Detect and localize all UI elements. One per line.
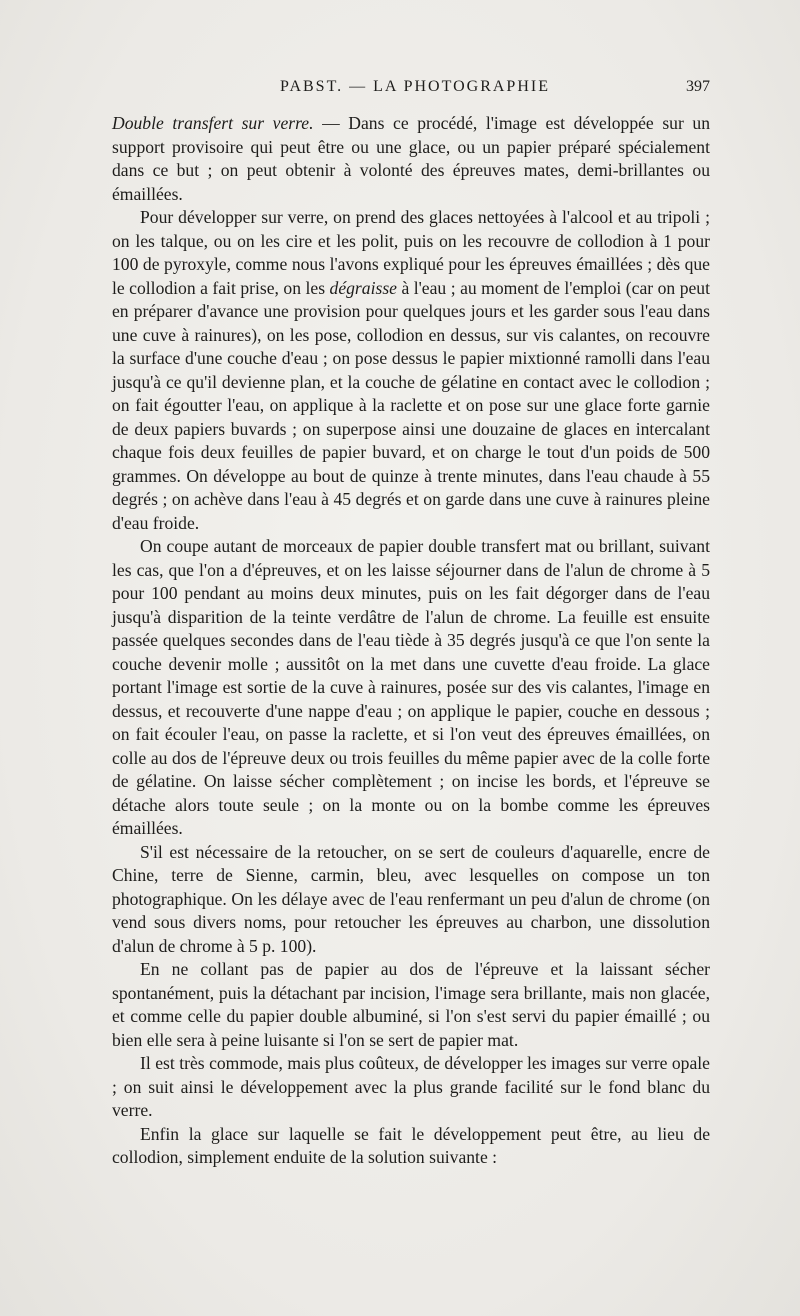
paragraph-retoucher	[112, 841, 710, 959]
paragraph-text: Pour développer sur verre, on prend des glaces nettoyées à l'alcool et au tripoli ; on les talque, ou on les cire et les polit, puis on les recouvre de collodion à 1 pour 100 de pyroxyle, comme nous l'avons expliqué pour les épreuves émaillées ; dès que le collodion a fait prise, on les	[112, 207, 710, 298]
paragraph-text: S'il est nécessaire de la retoucher, on se sert de couleurs d'aquarelle, encre de Chine, terre de Sienne, carmin, bleu, avec lesquelles on compose un ton photographique. On les délaye avec de l'eau renfermant un peu d'alun de chrome (on vend sous divers noms, pour retoucher les épreuves au charbon, une dissolution d'alun de chrome à 5 p. 100).	[112, 841, 710, 956]
italic-term: dégraisse	[329, 277, 397, 298]
paragraph-text: On coupe autant de morceaux de papier double transfert mat ou brillant, suivant les cas, que l'on a d'épreuves, et on les laisse séjourner dans de l'alun de chrome à 5 pour 100 pendant au moins deux minutes, puis on les fait dégorger dans de l'eau jusqu'à disparition de la teinte verdâtre de l'alun de chrome. La feuille est ensuite passée quelques secondes dans de l'eau tiède à 35 degrés jusqu'à ce que l'on sente la couche devenir molle ; aussitôt on la met dans une cuvette d'eau froide. La glace portant l'image est sortie de la cuve à rainures, posée sur des vis calantes, l'image en dessus, et recouverte d'une nappe d'eau ; on applique le papier, couche en dessous ; on fait écouler l'eau, on passe la raclette, et si l'on veut des épreuves émaillées, on colle au dos de l'épreuve deux ou trois feuilles du même papier avec de la colle forte de gélatine. On laisse sécher complètement ; on incise les bords, et l'épreuve se détache alors toute seule ; on la monte ou on la bombe comme les épreuves émaillées.	[112, 536, 710, 838]
body-text	[112, 112, 710, 1170]
paragraph-text: Il est très commode, mais plus coûteux, de développer les images sur verre opale ; on suit ainsi le développement avec la plus grande facilité sur le fond blanc du verre.	[112, 1053, 710, 1120]
paragraph-text: à l'eau ; au moment de l'emploi (car on peut en préparer d'avance une provision pour quelques jours et les garder sous l'eau dans une cuve à rainures), on les pose, collodion en dessus, sur vis calantes, on recouvre la surface d'une couche d'eau ; on pose dessus le papier mixtionné ramolli dans l'eau jusqu'à ce qu'il devienne plan, et la couche de gélatine en contact avec le collodion ; on fait égoutter l'eau, on applique à la raclette et on pose sur une glace forte garnie de deux papiers buvards ; on superpose ainsi une douzaine de glaces en intercalant chaque fois deux feuilles de papier buvard, et on charge le tout d'un poids de 500 grammes. On développe au bout de quinze à trente minutes, dans l'eau chaude à 55 degrés ; on achève dans l'eau à 45 degrés et on garde dans une cuve à rainures pleine d'eau froide.	[112, 277, 710, 533]
section-run-in-heading: Double transfert sur verre.	[112, 113, 314, 133]
paragraph-text: En ne collant pas de papier au dos de l'épreuve et la laissant sécher spontanément, puis la détachant par incision, l'image sera brillante, mais non glacée, et comme celle du papier double albuminé, si l'on s'est servi du papier émaillé ; ou bien elle sera à peine luisante si l'on se sert de papier mat.	[112, 959, 710, 1050]
paragraph-text: Enfin la glace sur laquelle se fait le développement peut être, au lieu de collodion, simplement enduite de la solution suivante :	[112, 1123, 710, 1167]
paragraph-papier-double-transfert	[112, 535, 710, 841]
paragraph-sans-colle	[112, 958, 710, 1052]
paragraph-verre-opale	[112, 1052, 710, 1123]
paragraph-text: — Dans ce procédé, l'image est développée sur un support provisoire qui peut être ou une glace, ou un papier préparé spécialement dans ce but ; on peut obtenir à volonté des épreuves mates, demi-brillantes ou émaillées.	[112, 113, 711, 204]
paragraph-solution	[112, 1123, 710, 1170]
paragraph-double-transfert	[112, 112, 710, 206]
page-header	[110, 78, 710, 104]
paragraph-developper-sur-verre	[112, 206, 710, 535]
page-number: 397	[686, 78, 710, 95]
running-head: PABST. — LA PHOTOGRAPHIE	[280, 78, 550, 95]
